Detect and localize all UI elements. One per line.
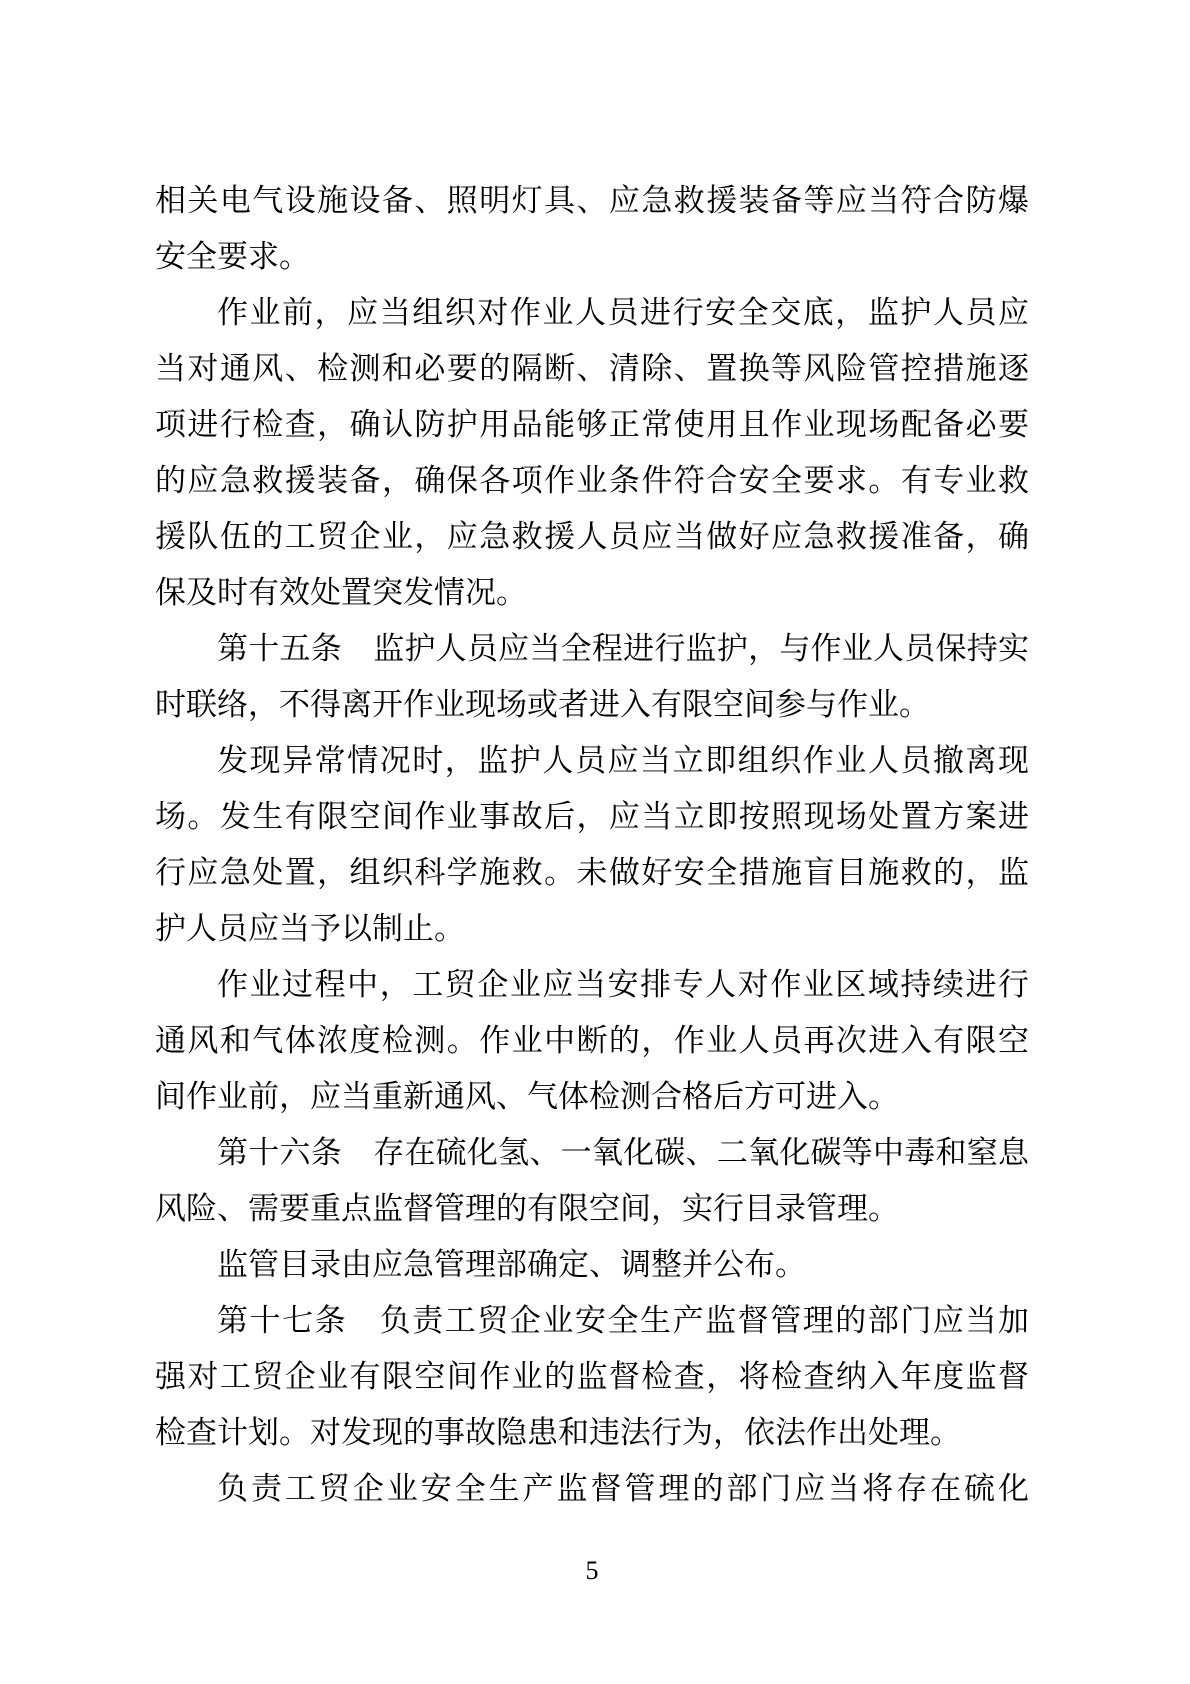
text-line: 发现异常情况时，监护人员应当立即组织作业人员撤离现 bbox=[217, 743, 1029, 778]
text-line: 作业前，应当组织对作业人员进行安全交底，监护人员应 bbox=[217, 295, 1029, 330]
text-line: 检查计划。对发现的事故隐患和违法行为，依法作出处理。 bbox=[155, 1415, 961, 1450]
text-line: 风险、需要重点监督管理的有限空间，实行目录管理。 bbox=[155, 1191, 899, 1226]
text-line: 负责工贸企业安全生产监督管理的部门应当将存在硫化 bbox=[217, 1471, 1029, 1506]
text-line: 安全要求。 bbox=[155, 239, 310, 274]
text-line: 第十七条 负责工贸企业安全生产监督管理的部门应当加 bbox=[217, 1303, 1029, 1338]
text-line: 护人员应当予以制止。 bbox=[155, 911, 465, 946]
text-line: 通风和气体浓度检测。作业中断的，作业人员再次进入有限空 bbox=[155, 1023, 1029, 1058]
text-line: 第十五条 监护人员应当全程进行监护，与作业人员保持实 bbox=[217, 631, 1029, 666]
text-line: 时联络，不得离开作业现场或者进入有限空间参与作业。 bbox=[155, 687, 930, 722]
text-line: 强对工贸企业有限空间作业的监督检查，将检查纳入年度监督 bbox=[155, 1359, 1029, 1394]
page-number: 5 bbox=[585, 1556, 599, 1585]
text-line: 当对通风、检测和必要的隔断、清除、置换等风险管控措施逐 bbox=[155, 351, 1029, 386]
text-line: 第十六条 存在硫化氢、一氧化碳、二氧化碳等中毒和窒息 bbox=[217, 1135, 1029, 1170]
text-line: 项进行检查，确认防护用品能够正常使用且作业现场配备必要 bbox=[155, 407, 1029, 442]
text-line: 援队伍的工贸企业，应急救援人员应当做好应急救援准备，确 bbox=[155, 519, 1029, 554]
text-line: 监管目录由应急管理部确定、调整并公布。 bbox=[217, 1247, 806, 1282]
text-line: 相关电气设施设备、照明灯具、应急救援装备等应当符合防爆 bbox=[155, 183, 1029, 218]
text-line: 间作业前，应当重新通风、气体检测合格后方可进入。 bbox=[155, 1079, 899, 1114]
document-body bbox=[155, 173, 1029, 1517]
text-line: 作业过程中，工贸企业应当安排专人对作业区域持续进行 bbox=[217, 967, 1029, 1002]
text-line: 行应急处置，组织科学施救。未做好安全措施盲目施救的，监 bbox=[155, 855, 1029, 890]
text-line: 场。发生有限空间作业事故后，应当立即按照现场处置方案进 bbox=[155, 799, 1029, 834]
text-line: 的应急救援装备，确保各项作业条件符合安全要求。有专业救 bbox=[155, 463, 1029, 498]
text-line: 保及时有效处置突发情况。 bbox=[155, 575, 527, 610]
